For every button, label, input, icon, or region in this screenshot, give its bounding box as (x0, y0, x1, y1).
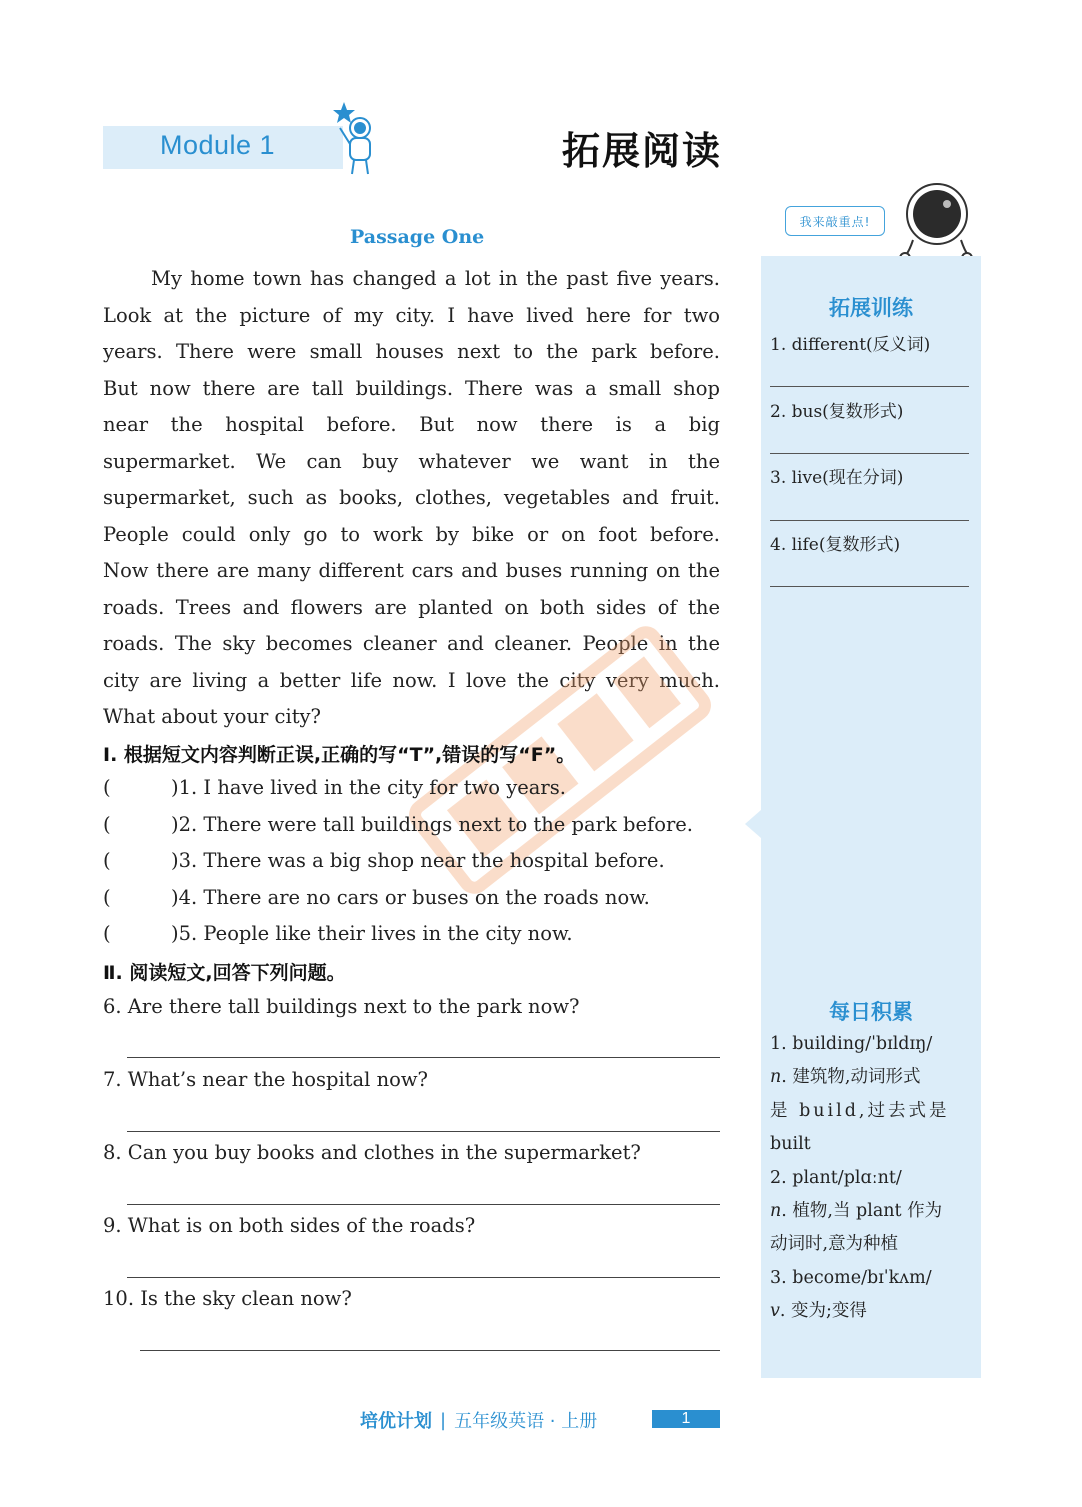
passage-line: city are living a better life now. I love the city very much. (103, 668, 720, 692)
question: 6. Are there tall buildings next to the park now? (103, 995, 580, 1018)
book-title: 五年级英语 · 上册 (454, 1411, 598, 1432)
training-item: 4. life(复数形式) (770, 535, 901, 555)
answer-line[interactable] (770, 520, 969, 521)
page-number: 1 (652, 1410, 720, 1428)
answer-line[interactable] (127, 1204, 720, 1205)
daily-line: 动词时,意为种植 (770, 1234, 899, 1255)
passage-line: Look at the picture of my city. I have lived here for two (103, 303, 720, 327)
astronaut-helmet-icon (895, 178, 975, 266)
answer-line[interactable] (127, 1277, 720, 1278)
passage-line: roads. The sky becomes cleaner and cleaner. People in the (103, 632, 720, 655)
footer (360, 1405, 597, 1435)
true-false-item: ( )1. I have lived in the city for two years. (103, 776, 566, 799)
daily-line: built (770, 1134, 811, 1155)
section-2-heading: Ⅱ. 阅读短文,回答下列问题。 (103, 962, 346, 984)
daily-accumulation (770, 1028, 970, 1329)
daily-line: n. 植物,当 plant 作为 (770, 1201, 943, 1222)
daily-line: 3. become/bɪˈkʌm/ (770, 1267, 932, 1288)
passage-line: years. There were small houses next to the park before. (103, 340, 720, 363)
answer-line[interactable] (770, 586, 969, 587)
footer-separator: | (440, 1409, 447, 1431)
daily-line: 1. building/ˈbɪldɪŋ/ (770, 1034, 933, 1054)
passage-line: But now there are tall buildings. There was a small shop (103, 376, 720, 400)
passage-line: supermarket, such as books, clothes, vegetables and fruit. (103, 486, 720, 509)
answer-line[interactable] (770, 386, 969, 387)
passage-line: supermarket. We can buy whatever we want in the (103, 449, 720, 473)
question: 9. What is on both sides of the roads? (103, 1214, 476, 1237)
module-label: Module 1 (160, 130, 276, 160)
training-item: 1. different(反义词) (770, 335, 931, 355)
page-title: 拓展阅读 (562, 129, 723, 173)
passage-line: roads. Trees and flowers are planted on both sides of the (103, 595, 720, 619)
question: 8. Can you buy books and clothes in the supermarket? (103, 1141, 641, 1164)
training-heading: 拓展训练 (829, 296, 913, 320)
true-false-item: ( )3. There was a big shop near the hospital before. (103, 849, 665, 872)
daily-line: 2. plant/plɑːnt/ (770, 1167, 902, 1188)
passage-title: Passage One (350, 226, 485, 248)
answer-line[interactable] (127, 1057, 720, 1058)
section-1-heading: Ⅰ. 根据短文内容判断正误,正确的写“T”,错误的写“F”。 (103, 744, 576, 766)
answer-line[interactable] (127, 1131, 720, 1132)
passage-line: near the hospital before. But now there is a big (103, 413, 720, 436)
true-false-item: ( )4. There are no cars or buses on the roads now. (103, 886, 650, 909)
answer-line[interactable] (140, 1350, 720, 1351)
daily-heading: 每日积累 (829, 1000, 913, 1024)
passage-line: Now there are many different cars and buses running on the (103, 559, 720, 582)
question: 7. What’s near the hospital now? (103, 1068, 429, 1091)
training-item: 3. live(现在分词) (770, 468, 904, 488)
astronaut-icon (330, 100, 378, 178)
true-false-item: ( )2. There were tall buildings next to the park before. (103, 813, 694, 836)
true-false-item: ( )5. People like their lives in the city now. (103, 922, 573, 945)
brand-label: 培优计划 (360, 1411, 432, 1432)
passage-line: What about your city? (103, 705, 322, 728)
training-item: 2. bus(复数形式) (770, 402, 904, 422)
daily-line: v. 变为;变得 (770, 1301, 867, 1322)
key-points-bubble: 我来敲重点! (785, 206, 885, 236)
passage-line: My home town has changed a lot in the past five years. (151, 267, 720, 290)
answer-line[interactable] (770, 453, 969, 454)
daily-line: 是 build,过去式是 (770, 1100, 950, 1121)
passage-line: People could only go to work by bike or on foot before. (103, 522, 720, 546)
daily-line: n. 建筑物,动词形式 (770, 1067, 921, 1088)
question: 10. Is the sky clean now? (103, 1287, 352, 1310)
